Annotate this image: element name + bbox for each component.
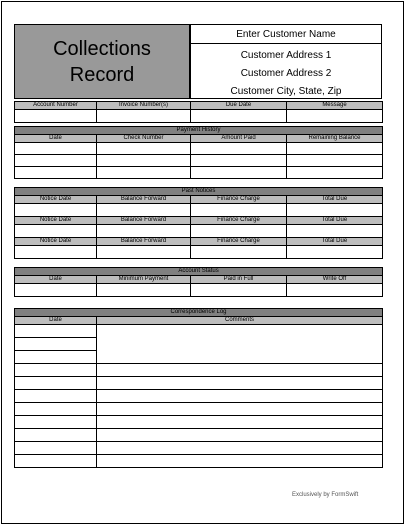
table-row [15,204,383,217]
col-comments: Comments [97,317,383,325]
table-row [15,167,383,179]
table-row [15,416,383,429]
table-row [15,403,383,416]
past-notices-table [14,187,383,259]
correspondence-log-title: Correspondence Log [15,309,383,317]
col-balance-forward: Balance Forward [97,217,191,225]
account-table [14,101,383,123]
customer-info-box [190,24,382,99]
table-row [15,377,383,390]
table-row [15,284,383,297]
col-balance-forward: Balance Forward [97,238,191,246]
title-line-1: Collections [53,37,151,60]
table-row [15,325,383,338]
table-row [15,246,383,259]
col-balance-forward: Balance Forward [97,196,191,204]
col-notice-date: Notice Date [15,217,97,225]
correspondence-log-table [14,308,383,468]
table-row [15,155,383,167]
form-title [14,24,190,99]
table-row [15,390,383,403]
col-total-due: Total Due [287,217,383,225]
col-remaining-balance: Remaining Balance [287,135,383,143]
invoice-numbers-input[interactable] [97,110,191,123]
col-check-number: Check Number [97,135,191,143]
account-number-input[interactable] [15,110,97,123]
col-message: Message [287,102,383,110]
col-finance-charge: Finance Charge [191,217,287,225]
table-row [15,225,383,238]
customer-name-field[interactable]: Enter Customer Name [191,25,381,44]
payment-history-title: Payment History [15,127,383,135]
due-date-input[interactable] [191,110,287,123]
col-status-date: Date [15,276,97,284]
title-line-2: Record [69,63,135,86]
table-row [15,455,383,468]
account-status-title: Account Status [15,268,383,276]
table-row [15,442,383,455]
col-amount-paid: Amount Paid [191,135,287,143]
footer-credit: Exclusively by FormSwift [292,492,359,498]
col-log-date: Date [15,317,97,325]
col-paid-in-full: Paid in Full [191,276,287,284]
col-total-due: Total Due [287,238,383,246]
table-row [15,143,383,155]
col-write-off: Write Off [287,276,383,284]
col-due-date: Due Date [191,102,287,110]
col-minimum-payment: Minimum Payment [97,276,191,284]
customer-address-1-field[interactable]: Customer Address 1 [240,50,332,61]
account-status-table [14,267,383,297]
col-date: Date [15,135,97,143]
col-invoice-numbers: Invoice Number(s) [97,102,191,110]
col-finance-charge: Finance Charge [191,196,287,204]
customer-city-state-zip-field[interactable]: Customer City, State, Zip [230,86,342,97]
customer-address-2-field[interactable]: Customer Address 2 [240,68,332,79]
message-input[interactable] [287,110,383,123]
col-account-number: Account Number [15,102,97,110]
payment-history-table [14,126,383,179]
past-notices-title: Past Notices [15,188,383,196]
col-total-due: Total Due [287,196,383,204]
col-notice-date: Notice Date [15,238,97,246]
col-notice-date: Notice Date [15,196,97,204]
table-row [15,364,383,377]
table-row [15,429,383,442]
col-finance-charge: Finance Charge [191,238,287,246]
